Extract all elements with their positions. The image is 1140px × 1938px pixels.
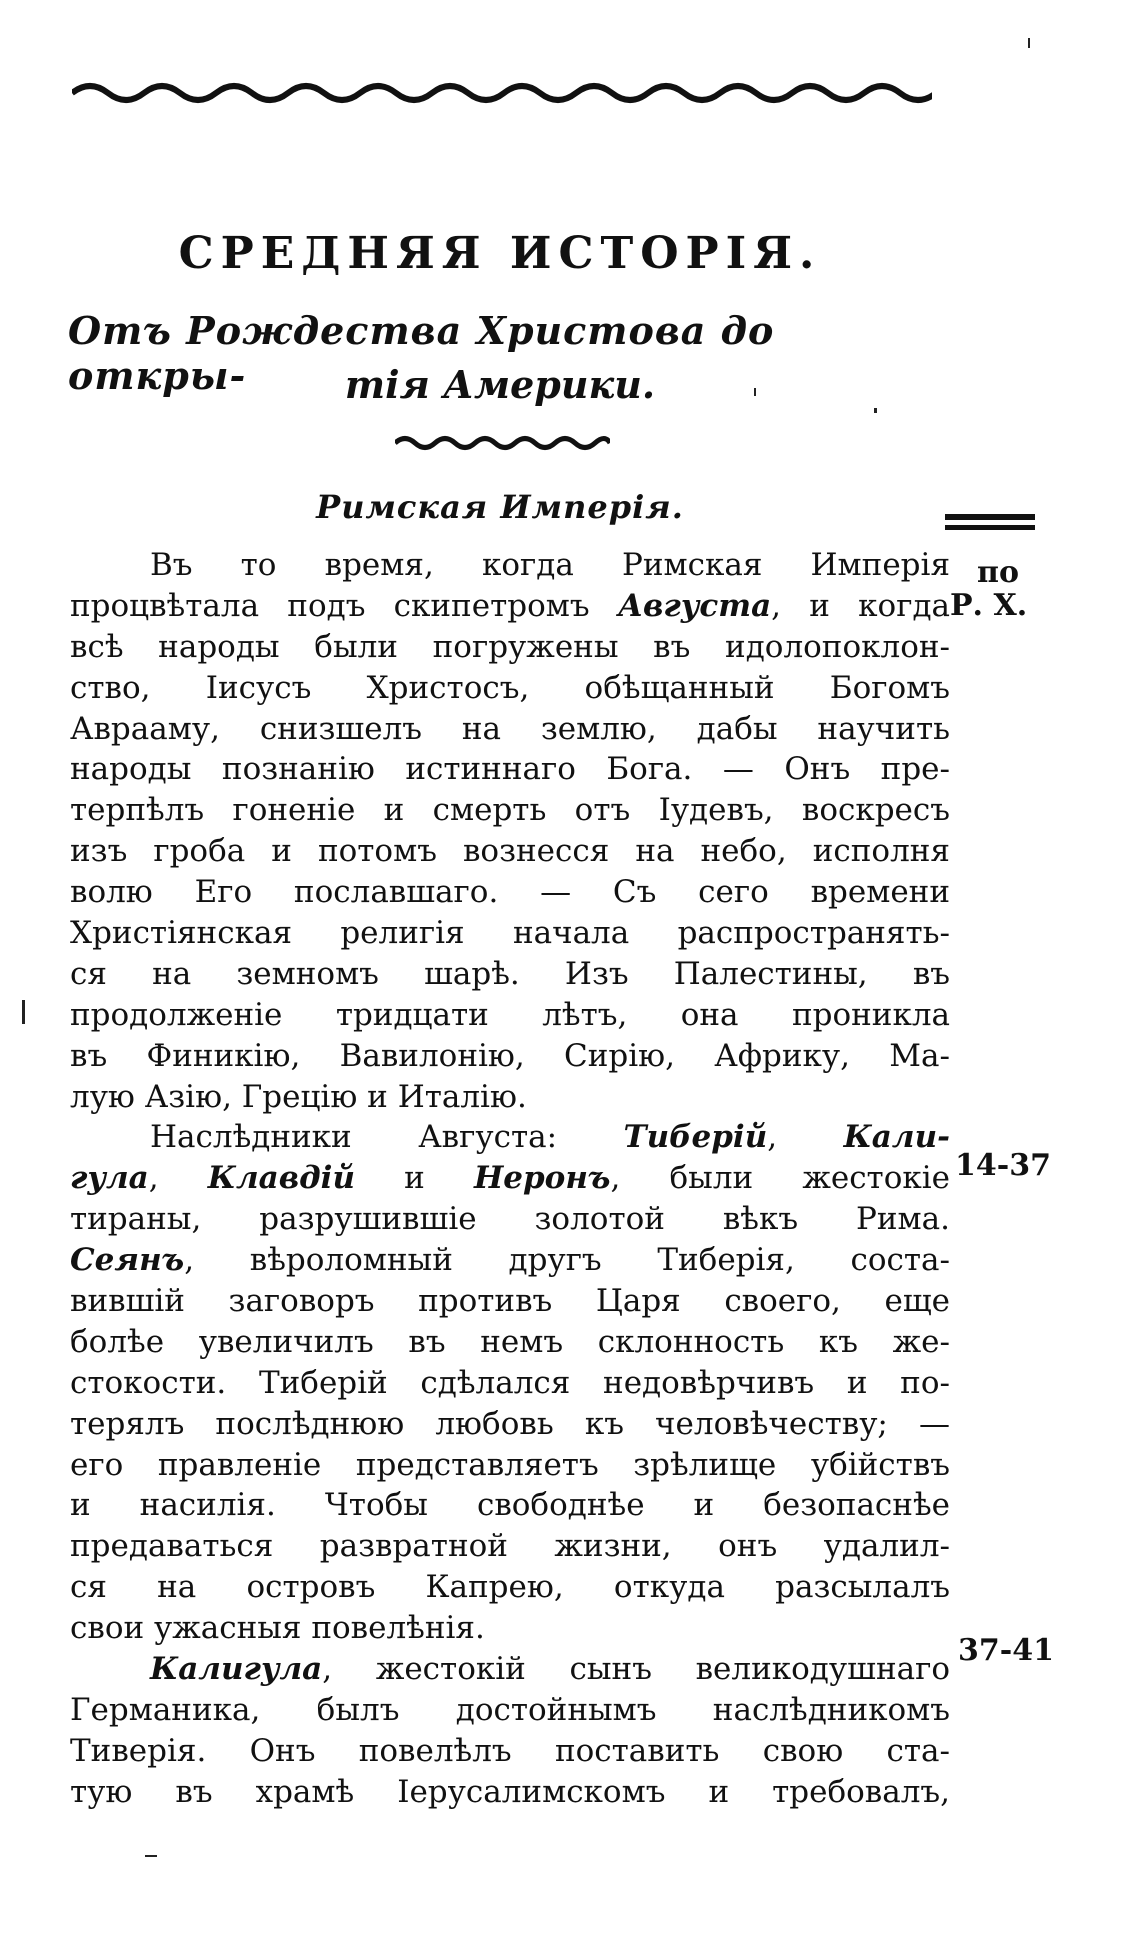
italic-name: Клавдій (207, 1160, 355, 1197)
italic-name: гула (70, 1160, 149, 1197)
italic-name: Августа (617, 587, 772, 624)
text-line: Тиверія. Онъ повелѣлъ поставить свою ста- (70, 1732, 950, 1769)
page-title: СРЕДНЯЯ ИСТОРІЯ. (178, 228, 822, 279)
text-line: Въ то время, когда Римская Имперія (150, 547, 950, 583)
text-line: болѣе увеличилъ въ немъ склонность къ же- (70, 1323, 950, 1360)
italic-name: Сеянъ (70, 1242, 185, 1279)
wavy-rule-ornament (72, 78, 932, 108)
text-line: и насилія. Чтобы свободнѣе и безопаснѣе (70, 1487, 950, 1524)
text-line: Наслѣдники Августа: Тиберій, Кали- (150, 1119, 950, 1156)
text-line: Калигула, жестокій сынъ великодушнаго (150, 1651, 950, 1688)
margin-note-years-37-41: 37-41 (958, 1633, 1054, 1668)
text-line: лую Азію, Грецію и Италію. (70, 1078, 527, 1115)
print-speck (874, 408, 877, 413)
small-wavy-rule-ornament (395, 432, 610, 454)
text-line: вившій заговоръ противъ Царя своего, еще (70, 1283, 950, 1320)
text-line: всѣ народы были погружены въ идолопоклон- (70, 628, 950, 665)
text-line: ство, Іисусъ Христосъ, обѣщанный Богомъ (70, 669, 950, 706)
section-heading: Римская Имперія. (316, 488, 684, 526)
print-speck (22, 1000, 25, 1024)
print-speck (145, 1855, 157, 1857)
body-text (70, 545, 950, 1813)
text-line: Аврааму, снизшелъ на землю, дабы научить (70, 710, 950, 747)
text-line: народы познанію истиннаго Бога. — Онъ пре- (70, 751, 950, 788)
margin-note-years-14-37: 14-37 (955, 1148, 1051, 1183)
text-line: гула, Клавдій и Неронъ, были жестокіе (70, 1160, 950, 1197)
text-line: Христіянская религія начала распространять- (70, 915, 950, 952)
margin-note-rx: Р. Х. (950, 588, 1028, 623)
text-line: продолженіе тридцати лѣтъ, она проникла (70, 996, 950, 1033)
print-speck (754, 388, 756, 396)
text-line: тую въ храмѣ Іерусалимскомъ и требовалъ, (70, 1773, 950, 1810)
subtitle-line-2: тія Америки. (344, 362, 656, 407)
text-line: стокости. Тиберій сдѣлался недовѣрчивъ и по- (70, 1364, 950, 1401)
text-line: ся на земномъ шарѣ. Изъ Палестины, въ (70, 955, 950, 992)
text-line: свои ужасныя повелѣнія. (70, 1610, 485, 1647)
text-line: Сеянъ, вѣроломный другъ Тиберія, соста- (70, 1242, 950, 1279)
italic-name: Кали- (843, 1119, 950, 1156)
text-line: волю Его пославшаго. — Съ сего времени (70, 874, 950, 911)
text-line: Германика, былъ достойнымъ наслѣдникомъ (70, 1691, 950, 1728)
text-line: процвѣтала подъ скипетромъ Августа, и когда (70, 587, 951, 624)
text-line: терпѣлъ гоненіе и смерть отъ Іудевъ, воскресъ (70, 792, 950, 829)
subtitle-line-1: Отъ Рождества Христова до откры- (68, 308, 775, 398)
text-line: изъ гроба и потомъ вознесся на небо, исполня (70, 833, 950, 870)
margin-double-rule (945, 510, 1035, 536)
text-line: ся на островъ Капрею, откуда разсылалъ (70, 1569, 950, 1606)
italic-name: Тиберій (623, 1119, 768, 1156)
margin-note-po: по (977, 555, 1019, 590)
text-line: тираны, разрушившіе золотой вѣкъ Рима. (70, 1201, 950, 1238)
italic-name: Неронъ (473, 1160, 611, 1197)
text-line: терялъ послѣднюю любовь къ человѣчеству; — (70, 1405, 950, 1442)
text-line: предаваться развратной жизни, онъ удалил- (70, 1528, 950, 1565)
italic-name: Калигула (150, 1651, 323, 1688)
text-line: его правленіе представляетъ зрѣлище убійствъ (70, 1446, 950, 1483)
print-speck (1028, 38, 1030, 48)
text-line: въ Финикію, Вавилонію, Сирію, Африку, Ма- (70, 1037, 950, 1074)
